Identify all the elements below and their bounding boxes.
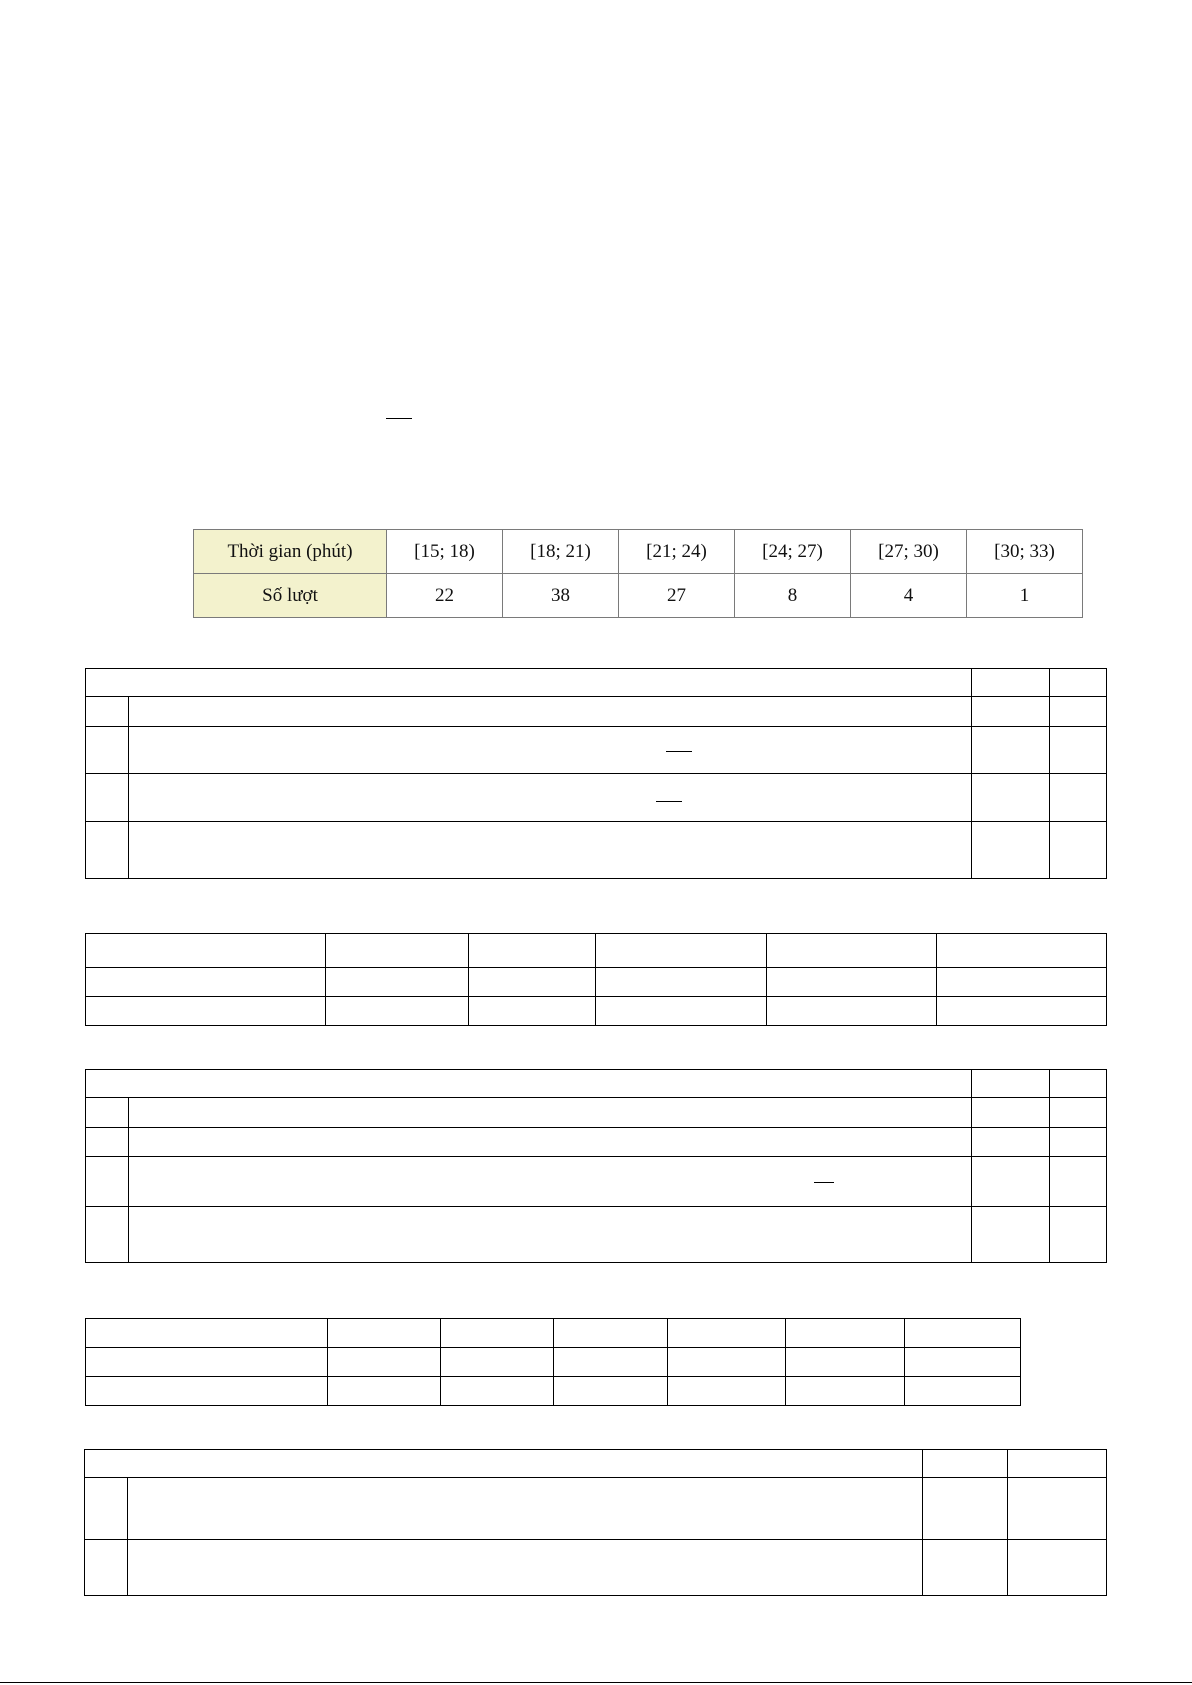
time-row-label: Thời gian (phút) — [194, 530, 387, 574]
count-cell: 1 — [967, 574, 1083, 618]
fraction-bar — [814, 1182, 834, 1183]
interval-cell: [27; 30) — [851, 530, 967, 574]
header-cell — [86, 669, 972, 697]
interval-cell: [24; 27) — [735, 530, 851, 574]
header-cell — [85, 1450, 923, 1478]
time-frequency-table — [193, 529, 1083, 618]
table-row — [86, 934, 1107, 968]
count-cell: 8 — [735, 574, 851, 618]
table-row — [86, 727, 1107, 774]
table-row — [86, 968, 1107, 997]
count-cell: 38 — [503, 574, 619, 618]
count-cell: 4 — [851, 574, 967, 618]
table-row — [86, 1207, 1107, 1263]
table-row — [86, 1319, 1021, 1348]
header-cell — [972, 669, 1050, 697]
fraction-bar — [386, 418, 412, 419]
table-row — [86, 774, 1107, 822]
table-row — [86, 997, 1107, 1026]
table-row — [86, 697, 1107, 727]
interval-cell: [15; 18) — [387, 530, 503, 574]
answer-table-1 — [85, 668, 1107, 879]
blank-table-2 — [85, 933, 1107, 1026]
count-row-label: Số lượt — [194, 574, 387, 618]
interval-cell: [30; 33) — [967, 530, 1083, 574]
answer-table-3 — [85, 1069, 1107, 1263]
count-cell: 22 — [387, 574, 503, 618]
table-row — [86, 1348, 1021, 1377]
answer-table-5 — [84, 1449, 1107, 1596]
table-row — [86, 1157, 1107, 1207]
table-row — [85, 1540, 1107, 1596]
interval-cell: [18; 21) — [503, 530, 619, 574]
blank-table-4 — [85, 1318, 1021, 1406]
table-row — [86, 1128, 1107, 1157]
table-row — [86, 1098, 1107, 1128]
header-cell — [86, 1070, 972, 1098]
fraction-bar — [666, 751, 692, 752]
footer-rule — [0, 1682, 1192, 1683]
fraction-bar — [656, 801, 682, 802]
table-row — [86, 1377, 1021, 1406]
header-cell — [1050, 669, 1107, 697]
count-cell: 27 — [619, 574, 735, 618]
table-row — [86, 822, 1107, 879]
interval-cell: [21; 24) — [619, 530, 735, 574]
table-row — [85, 1478, 1107, 1540]
